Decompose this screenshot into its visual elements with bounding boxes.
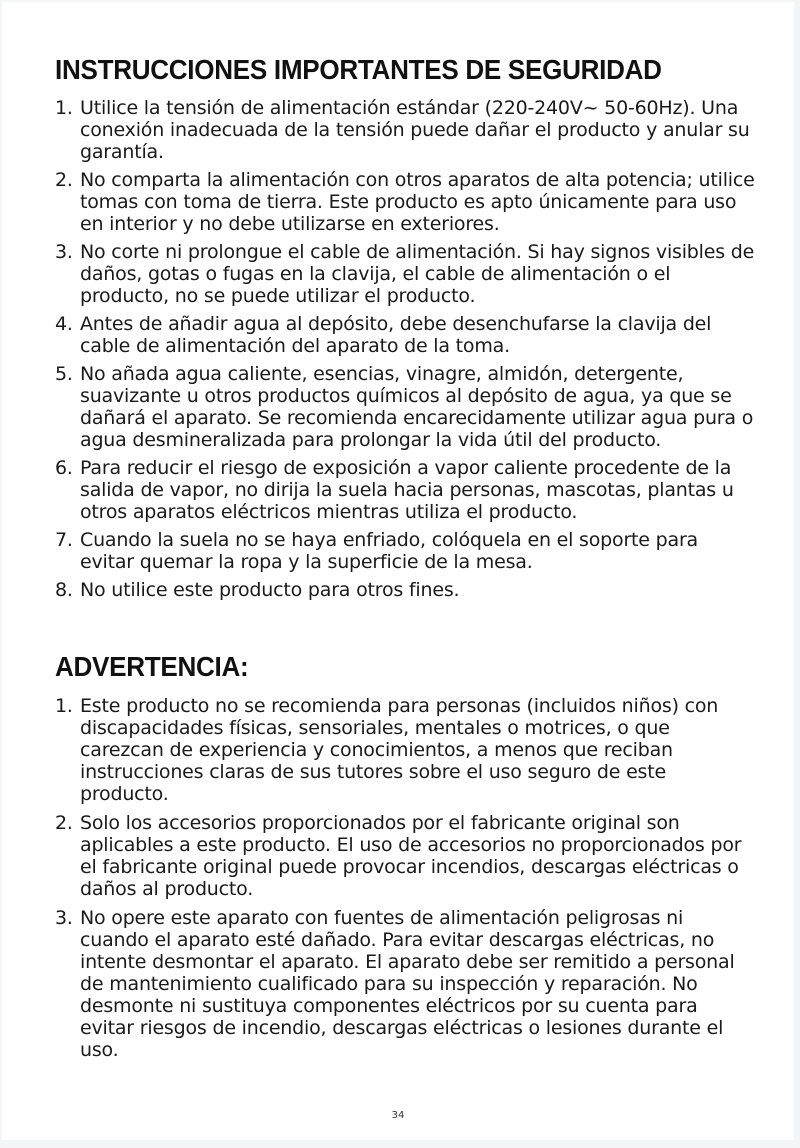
item-number: 7. — [55, 529, 73, 551]
manual-page — [2, 2, 794, 1140]
item-number: 4. — [55, 313, 73, 335]
list-item — [55, 313, 755, 357]
list-item — [55, 579, 755, 601]
item-text: Solo los accesorios proporcionados por el fabricante original son aplicables a este producto. El uso de accesorios no proporcionados por el fabricante original puede provocar incendios, descargas eléctricas o daños al producto. — [80, 812, 742, 900]
item-text: Utilice la tensión de alimentación estándar (220-240V~ 50-60Hz). Una conexión inadecuada de la tensión puede dañar el producto y anular su garantía. — [80, 97, 750, 163]
item-number: 5. — [55, 363, 73, 385]
item-text: Para reducir el riesgo de exposición a vapor caliente procedente de la salida de vapor, no dirija la suela hacia personas, mascotas, plantas u otros aparatos eléctricos mientras utiliza el producto. — [80, 457, 734, 523]
list-item — [55, 907, 755, 1061]
list-item — [55, 695, 755, 805]
item-number: 8. — [55, 579, 73, 601]
item-number: 6. — [55, 457, 73, 479]
item-text: Este producto no se recomienda para personas (incluidos niños) con discapacidades físicas, sensoriales, mentales o motrices, o que carezcan de experiencia y conocimientos, a menos que reciban instrucciones claras de sus tutores sobre el uso seguro de este producto. — [80, 695, 719, 805]
item-number: 2. — [55, 169, 73, 191]
warning-title: ADVERTENCIA: — [55, 651, 249, 682]
list-item — [55, 812, 755, 900]
item-text: No añada agua caliente, esencias, vinagre, almidón, detergente, suavizante u otros productos químicos al depósito de agua, ya que se dañará el aparato. Se recomienda encarecidamente utilizar agua pura o agua desmineralizada para prolongar la vida útil del producto. — [80, 363, 754, 451]
list-item — [55, 169, 755, 235]
list-item — [55, 97, 755, 163]
item-text: Antes de añadir agua al depósito, debe desenchufarse la clavija del cable de alimentación del aparato de la toma. — [80, 313, 712, 357]
item-number: 1. — [55, 97, 73, 119]
warning-list — [55, 695, 755, 1068]
safety-instructions-title: INSTRUCCIONES IMPORTANTES DE SEGURIDAD — [55, 54, 662, 85]
item-text: No utilice este producto para otros fines. — [80, 579, 460, 601]
safety-instructions-list — [55, 97, 755, 607]
item-number: 3. — [55, 907, 73, 929]
item-number: 2. — [55, 812, 73, 834]
page-number: 34 — [391, 1110, 405, 1121]
list-item — [55, 363, 755, 451]
item-number: 3. — [55, 241, 73, 263]
list-item — [55, 457, 755, 523]
item-number: 1. — [55, 695, 73, 717]
item-text: Cuando la suela no se haya enfriado, colóquela en el soporte para evitar quemar la ropa y la superficie de la mesa. — [80, 529, 698, 573]
item-text: No comparta la alimentación con otros aparatos de alta potencia; utilice tomas con toma de tierra. Este producto es apto únicamente para uso en interior y no debe utilizarse en exteriores. — [80, 169, 755, 235]
list-item — [55, 241, 755, 307]
item-text: No opere este aparato con fuentes de alimentación peligrosas ni cuando el aparato esté dañado. Para evitar descargas eléctricas, no intente desmontar el aparato. El aparato debe ser remitido a personal de mantenimiento cualificado para su inspección y reparación. No desmonte ni sustituya componentes eléctricos por su cuenta para evitar riesgos de incendio, descargas eléctricas o lesiones durante el uso. — [80, 907, 735, 1061]
item-text: No corte ni prolongue el cable de alimentación. Si hay signos visibles de daños, gotas o fugas en la clavija, el cable de alimentación o el producto, no se puede utilizar el producto. — [80, 241, 755, 307]
list-item — [55, 529, 755, 573]
